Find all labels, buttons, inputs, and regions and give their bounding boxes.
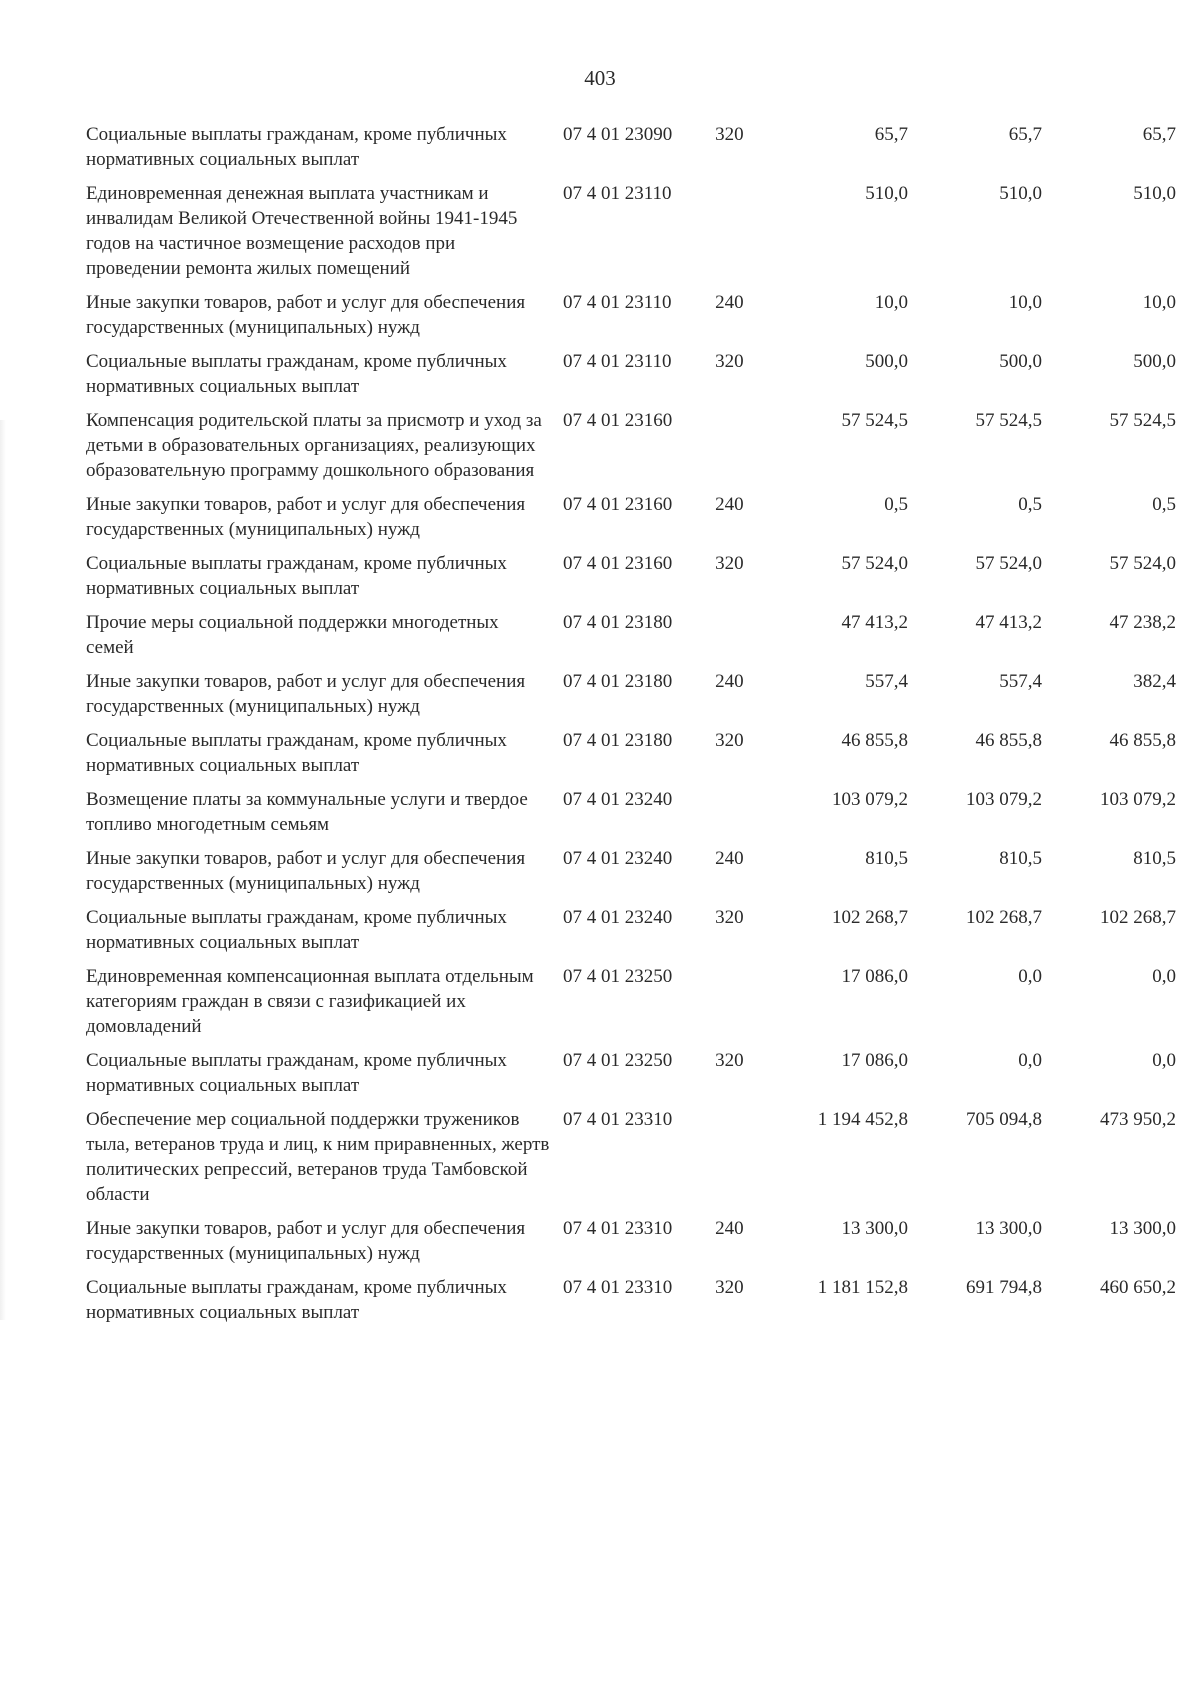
- row-amount-2: 500,0: [999, 351, 1042, 372]
- row-amount-3: 103 079,2: [1100, 789, 1176, 810]
- row-expense-type: 320: [715, 351, 744, 372]
- row-amount-3: 46 855,8: [1109, 730, 1176, 751]
- row-expense-type: 320: [715, 1050, 744, 1071]
- table-row: [86, 122, 1176, 181]
- row-code: 07 4 01 23160: [562, 494, 673, 515]
- row-expense-type: [705, 408, 766, 492]
- row-name: Иные закупки товаров, работ и услуг для обеспечения государственных (муниципальных) нужд: [86, 671, 526, 717]
- row-name: Социальные выплаты гражданам, кроме публичных нормативных социальных выплат: [86, 1050, 507, 1096]
- row-amount-2: 65,7: [1008, 124, 1042, 145]
- row-code: 07 4 01 23240: [562, 907, 673, 928]
- table-row: [86, 787, 1176, 846]
- row-amount-3: 57 524,5: [1109, 410, 1176, 431]
- row-amount-3: 13 300,0: [1109, 1218, 1176, 1239]
- row-expense-type: [705, 610, 766, 669]
- row-amount-1: 1 194 452,8: [817, 1109, 909, 1130]
- table-row: [86, 610, 1176, 669]
- row-name: Иные закупки товаров, работ и услуг для обеспечения государственных (муниципальных) нужд: [86, 494, 526, 540]
- table-row: [86, 964, 1176, 1048]
- row-code: 07 4 01 23250: [562, 966, 673, 987]
- row-amount-2: 46 855,8: [975, 730, 1042, 751]
- row-expense-type: 320: [715, 1277, 744, 1298]
- row-expense-type: 240: [715, 494, 744, 515]
- row-amount-3: 0,5: [1152, 494, 1176, 515]
- row-amount-3: 102 268,7: [1100, 907, 1176, 928]
- row-amount-3: 65,7: [1142, 124, 1176, 145]
- row-amount-3: 382,4: [1133, 671, 1176, 692]
- row-amount-3: 47 238,2: [1109, 612, 1176, 633]
- row-name: Единовременная денежная выплата участникам и инвалидам Великой Отечественной войны 1941-1945 годов на частичное возмещение расходов при проведении ремонта жилых помещений: [86, 183, 518, 279]
- row-amount-3: 0,0: [1152, 1050, 1176, 1071]
- table-row: [86, 181, 1176, 290]
- row-name: Иные закупки товаров, работ и услуг для обеспечения государственных (муниципальных) нужд: [86, 848, 526, 894]
- row-code: 07 4 01 23310: [562, 1218, 673, 1239]
- row-expense-type: [705, 181, 766, 290]
- row-code: 07 4 01 23180: [562, 730, 673, 751]
- row-amount-3: 510,0: [1133, 183, 1176, 204]
- row-name: Социальные выплаты гражданам, кроме публичных нормативных социальных выплат: [86, 124, 507, 170]
- table-row: [86, 408, 1176, 492]
- table-row: [86, 846, 1176, 905]
- row-code: 07 4 01 23180: [562, 671, 673, 692]
- row-name: Социальные выплаты гражданам, кроме публичных нормативных социальных выплат: [86, 351, 507, 397]
- row-amount-2: 103 079,2: [966, 789, 1042, 810]
- row-code: 07 4 01 23160: [562, 410, 673, 431]
- row-amount-2: 57 524,0: [975, 553, 1042, 574]
- row-name: Социальные выплаты гражданам, кроме публичных нормативных социальных выплат: [86, 1277, 507, 1323]
- row-amount-2: 57 524,5: [975, 410, 1042, 431]
- table-row: [86, 669, 1176, 728]
- table-row: [86, 1216, 1176, 1275]
- row-code: 07 4 01 23110: [562, 183, 672, 204]
- row-amount-2: 557,4: [999, 671, 1042, 692]
- row-amount-1: 102 268,7: [832, 907, 909, 928]
- row-name: Единовременная компенсационная выплата отдельным категориям граждан в связи с газификацией их домовладений: [86, 966, 534, 1037]
- row-name: Социальные выплаты гражданам, кроме публичных нормативных социальных выплат: [86, 553, 507, 599]
- row-amount-1: 810,5: [865, 848, 909, 869]
- row-amount-1: 10,0: [874, 292, 909, 313]
- table-row: [86, 1048, 1176, 1107]
- row-amount-1: 500,0: [865, 351, 909, 372]
- row-expense-type: 320: [715, 553, 744, 574]
- row-amount-2: 810,5: [999, 848, 1042, 869]
- row-code: 07 4 01 23090: [562, 124, 673, 145]
- row-amount-1: 1 181 152,8: [817, 1277, 909, 1298]
- table-row: [86, 551, 1176, 610]
- row-amount-1: 46 855,8: [841, 730, 909, 751]
- row-amount-2: 0,5: [1018, 494, 1042, 515]
- row-code: 07 4 01 23310: [562, 1277, 673, 1298]
- row-amount-1: 65,7: [874, 124, 909, 145]
- row-amount-3: 500,0: [1133, 351, 1176, 372]
- row-name: Социальные выплаты гражданам, кроме публичных нормативных социальных выплат: [86, 730, 507, 776]
- row-name: Обеспечение мер социальной поддержки тружеников тыла, ветеранов труда и лиц, к ним приравненных, жертв политических репрессий, ветеранов труда Тамбовской области: [86, 1109, 550, 1205]
- row-amount-2: 0,0: [1018, 966, 1042, 987]
- table-row: [86, 728, 1176, 787]
- row-amount-1: 57 524,0: [841, 553, 909, 574]
- row-expense-type: 320: [715, 907, 744, 928]
- row-amount-3: 57 524,0: [1109, 553, 1176, 574]
- row-expense-type: 240: [715, 671, 744, 692]
- row-amount-1: 510,0: [865, 183, 909, 204]
- row-expense-type: 240: [715, 292, 744, 313]
- row-expense-type: [705, 787, 766, 846]
- row-amount-1: 13 300,0: [841, 1218, 909, 1239]
- row-expense-type: [705, 1107, 766, 1216]
- row-amount-3: 473 950,2: [1100, 1109, 1176, 1130]
- row-code: 07 4 01 23310: [562, 1109, 673, 1130]
- row-amount-1: 57 524,5: [841, 410, 909, 431]
- row-amount-1: 17 086,0: [841, 966, 909, 987]
- row-amount-2: 705 094,8: [966, 1109, 1042, 1130]
- row-code: 07 4 01 23110: [562, 292, 672, 313]
- row-amount-1: 103 079,2: [832, 789, 909, 810]
- row-name: Социальные выплаты гражданам, кроме публичных нормативных социальных выплат: [86, 907, 507, 953]
- scan-edge-shadow: [0, 420, 6, 1320]
- row-amount-3: 460 650,2: [1100, 1277, 1176, 1298]
- row-amount-1: 47 413,2: [841, 612, 909, 633]
- row-code: 07 4 01 23160: [562, 553, 673, 574]
- row-amount-2: 10,0: [1008, 292, 1042, 313]
- row-code: 07 4 01 23250: [562, 1050, 673, 1071]
- row-amount-2: 47 413,2: [975, 612, 1042, 633]
- table-row: [86, 290, 1176, 349]
- row-expense-type: 240: [715, 848, 744, 869]
- row-expense-type: 240: [715, 1218, 744, 1239]
- row-code: 07 4 01 23180: [562, 612, 673, 633]
- row-name: Прочие меры социальной поддержки многодетных семей: [86, 612, 499, 658]
- row-amount-2: 691 794,8: [966, 1277, 1042, 1298]
- table-row: [86, 1107, 1176, 1216]
- row-amount-1: 17 086,0: [841, 1050, 909, 1071]
- row-expense-type: [705, 964, 766, 1048]
- row-amount-3: 810,5: [1133, 848, 1176, 869]
- row-amount-1: 0,5: [884, 494, 909, 515]
- row-code: 07 4 01 23110: [562, 351, 672, 372]
- row-amount-2: 102 268,7: [966, 907, 1042, 928]
- table-row: [86, 492, 1176, 551]
- row-amount-2: 510,0: [999, 183, 1042, 204]
- row-code: 07 4 01 23240: [562, 789, 673, 810]
- row-amount-3: 10,0: [1142, 292, 1176, 313]
- row-amount-1: 557,4: [865, 671, 909, 692]
- page-number: 403: [584, 66, 616, 90]
- row-name: Компенсация родительской платы за присмотр и уход за детьми в образовательных организациях, реализующих образовательную программу дошкольного образования: [86, 410, 542, 481]
- row-name: Иные закупки товаров, работ и услуг для обеспечения государственных (муниципальных) нужд: [86, 292, 526, 338]
- table-row: [86, 1275, 1176, 1334]
- table-row: [86, 905, 1176, 964]
- row-name: Возмещение платы за коммунальные услуги и твердое топливо многодетным семьям: [86, 789, 528, 835]
- row-expense-type: 320: [715, 730, 744, 751]
- row-amount-3: 0,0: [1152, 966, 1176, 987]
- row-code: 07 4 01 23240: [562, 848, 673, 869]
- row-name: Иные закупки товаров, работ и услуг для обеспечения государственных (муниципальных) нужд: [86, 1218, 526, 1264]
- budget-table: [86, 122, 1176, 1334]
- row-amount-2: 13 300,0: [975, 1218, 1042, 1239]
- row-expense-type: 320: [715, 124, 744, 145]
- row-amount-2: 0,0: [1018, 1050, 1042, 1071]
- table-row: [86, 349, 1176, 408]
